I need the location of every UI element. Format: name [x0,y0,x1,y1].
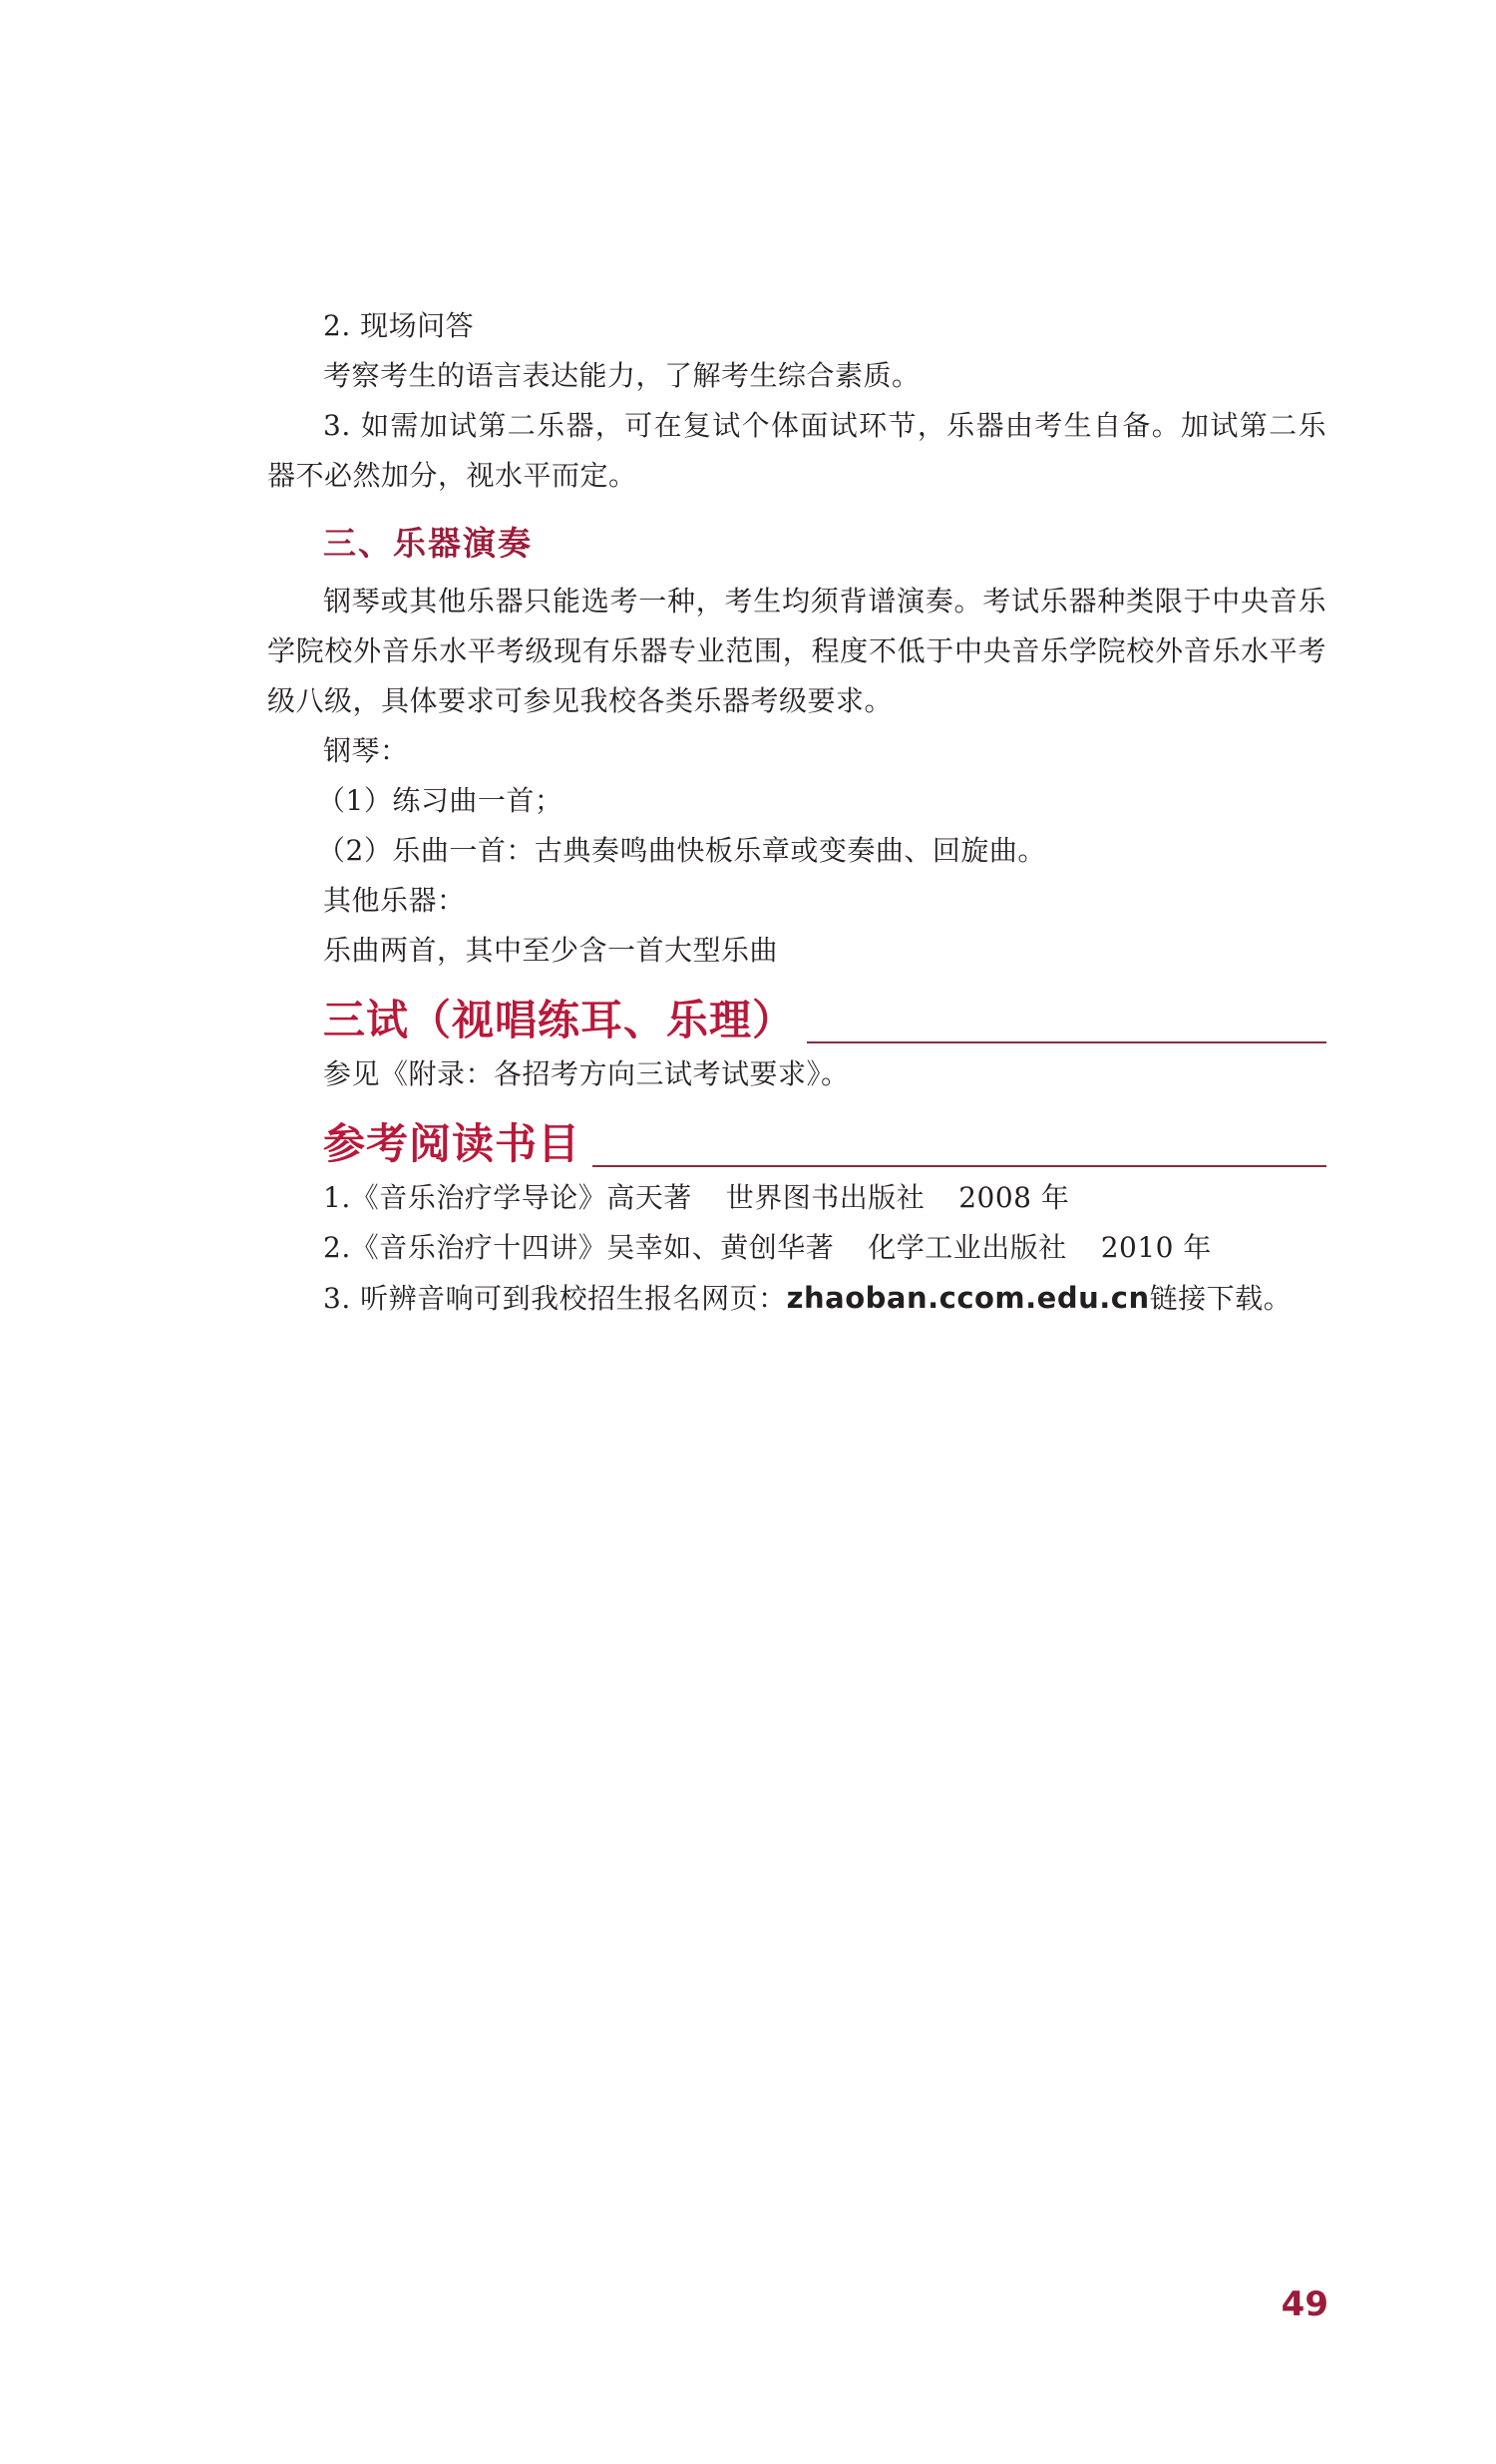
reading-item-3 [267,1273,1326,1324]
page-content [267,301,1326,1324]
reading-item-1-year: 2008 年 [958,1181,1070,1214]
third-exam-body: 参见《附录：各招考方向三试考试要求》。 [323,1057,850,1090]
reading-item-2 [267,1223,1326,1273]
interview-item-3-body: 3. 如需加试第二乐器，可在复试个体面试环节，乐器由考生自备。加试第二乐器不必然加分，视水平而定。 [267,409,1326,492]
reading-item-3-prefix: 3. 听辨音响可到我校招生报名网页： [323,1282,787,1315]
third-exam-heading [267,976,1326,1049]
interview-item-2-title: 2. 现场问答 [323,309,475,342]
reading-list-heading [267,1099,1326,1173]
reading-item-2-publisher: 化学工业出版社 [868,1231,1067,1264]
reading-item-1 [267,1173,1326,1223]
reading-list-heading-rule [592,1165,1326,1167]
reading-item-3-suffix: 链接下载。 [1149,1282,1293,1315]
enrollment-website-link[interactable]: zhaoban.ccom.edu.cn [786,1281,1150,1315]
interview-item-2-body: 考察考生的语言表达能力，了解考生综合素质。 [323,359,921,392]
instrument-section-intro: 钢琴或其他乐器只能选考一种，考生均须背谱演奏。考试乐器种类限于中央音乐学院校外音乐水平考级现有乐器专业范围，程度不低于中央音乐学院校外音乐水平考级八级，具体要求可参见我校各类乐器考级要求。 [267,585,1326,717]
page-number: 49 [1281,2284,1328,2324]
reading-item-2-book: 2.《音乐治疗十四讲》吴幸如、黄创华著 [323,1231,835,1264]
reading-item-1-publisher: 世界图书出版社 [725,1181,926,1214]
piano-item-2: （2）乐曲一首：古典奏鸣曲快板乐章或变奏曲、回旋曲。 [317,834,1046,867]
reading-item-1-book: 1.《音乐治疗学导论》高天著 [323,1181,692,1214]
other-instruments-body: 乐曲两首，其中至少含一首大型乐曲 [323,934,779,967]
instrument-section-heading: 三、乐器演奏 [323,524,533,563]
third-exam-heading-rule [807,1041,1326,1043]
piano-label: 钢琴： [323,734,409,767]
other-instruments-label: 其他乐器： [323,884,466,917]
piano-item-1: （1）练习曲一首； [317,784,563,817]
reading-list-heading-title: 参考阅读书目 [323,1119,581,1168]
reading-item-2-year: 2010 年 [1100,1231,1212,1264]
third-exam-heading-title: 三试（视唱练耳、乐理） [323,996,796,1044]
